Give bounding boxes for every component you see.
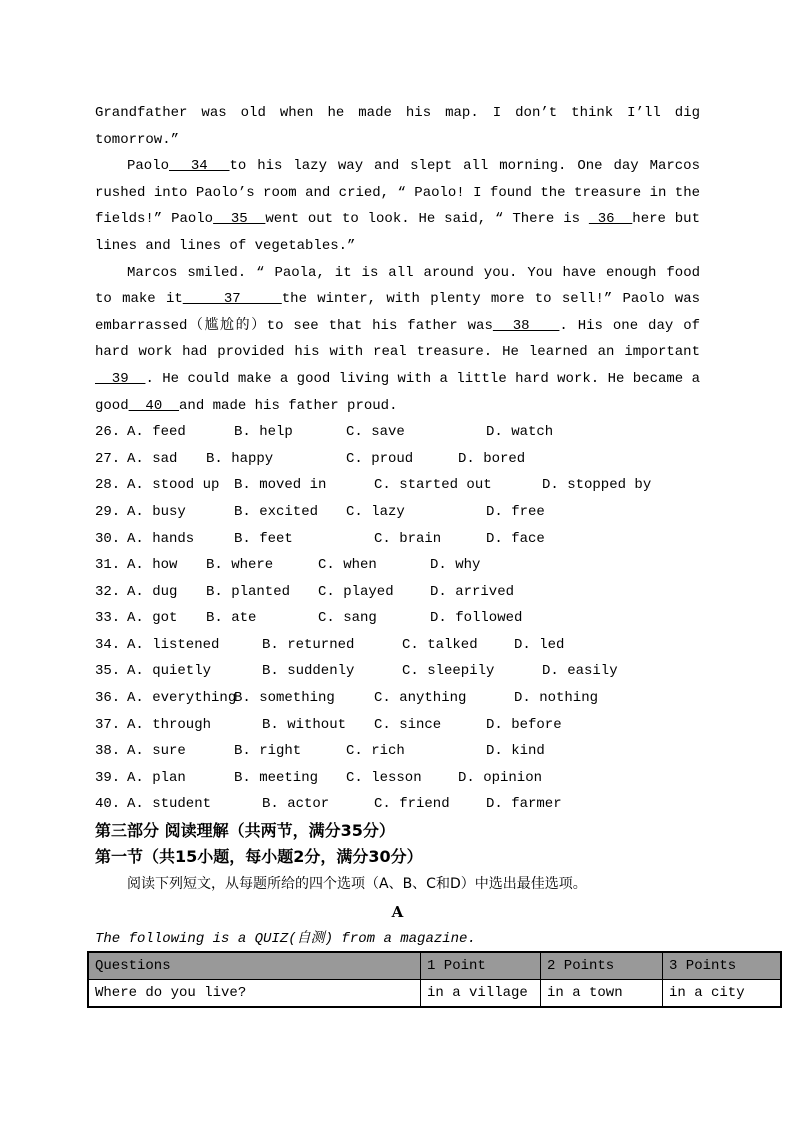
option-d: D. followed xyxy=(430,610,523,627)
paragraph-text: and made his father proud. xyxy=(179,397,398,414)
paragraph-text: here but lines and lines of vegetables.” xyxy=(95,211,700,254)
table-cell: in a city xyxy=(663,980,782,1008)
table-header: 1 Point xyxy=(421,952,541,980)
table-header: 2 Points xyxy=(541,952,663,980)
question-number: 38. xyxy=(95,743,121,760)
option-a: A. got xyxy=(127,610,178,627)
blank-35: 35 xyxy=(213,211,266,228)
option-row-27 xyxy=(95,446,700,473)
option-a: A. stood up xyxy=(127,477,220,494)
option-c: C. started out xyxy=(374,477,492,494)
option-d: D. why xyxy=(430,557,481,574)
option-b: B. something xyxy=(234,690,335,707)
option-a: A. sure xyxy=(127,743,186,760)
option-d: D. watch xyxy=(486,424,554,441)
option-a: A. listened xyxy=(127,636,220,653)
passage-intro: The following is a QUIZ(自测) from a magazine. xyxy=(95,931,476,948)
options-list xyxy=(95,419,700,818)
option-b: B. where xyxy=(206,557,274,574)
passage-letter: A xyxy=(391,903,404,922)
paragraph-2 xyxy=(95,153,700,259)
option-a: A. sad xyxy=(127,450,178,467)
question-number: 39. xyxy=(95,769,121,786)
option-d: D. stopped by xyxy=(542,477,652,494)
table-header-row xyxy=(88,952,781,980)
paragraph-text: Paolo xyxy=(127,158,170,175)
option-row-38 xyxy=(95,738,700,765)
table-row xyxy=(88,980,781,1008)
option-c: C. brain xyxy=(374,530,442,547)
option-b: B. right xyxy=(234,743,302,760)
option-a: A. plan xyxy=(127,769,186,786)
option-d: D. before xyxy=(486,716,562,733)
option-row-29 xyxy=(95,499,700,526)
question-number: 33. xyxy=(95,610,121,627)
option-b: B. without xyxy=(262,716,347,733)
document-page xyxy=(95,100,700,952)
quiz-table xyxy=(87,951,782,1008)
question-number: 35. xyxy=(95,663,121,680)
option-a: A. hands xyxy=(127,530,195,547)
option-a: A. through xyxy=(127,716,212,733)
paragraph-text: to his lazy way and slept all morning. One day Marcos rushed into Paolo’s room and cried, “ Paolo! I found the treasure in the fields!” Paolo xyxy=(95,158,700,228)
option-row-34 xyxy=(95,632,700,659)
option-c: C. sang xyxy=(318,610,377,627)
table-cell: in a village xyxy=(421,980,541,1008)
option-row-37 xyxy=(95,712,700,739)
table-cell: in a town xyxy=(541,980,663,1008)
option-d: D. easily xyxy=(542,663,618,680)
option-a: A. everything xyxy=(127,690,237,707)
blank-39: 39 xyxy=(95,370,146,387)
option-d: D. nothing xyxy=(514,690,599,707)
blank-34: 34 xyxy=(169,158,230,175)
option-d: D. arrived xyxy=(430,583,515,600)
question-number: 28. xyxy=(95,477,121,494)
question-number: 31. xyxy=(95,557,121,574)
paragraph-1 xyxy=(95,100,700,153)
question-number: 40. xyxy=(95,796,121,813)
question-number: 34. xyxy=(95,636,121,653)
option-a: A. how xyxy=(127,557,178,574)
question-number: 37. xyxy=(95,716,121,733)
option-b: B. feet xyxy=(234,530,293,547)
option-c: C. rich xyxy=(346,743,405,760)
blank-36: 36 xyxy=(588,211,633,228)
option-row-35 xyxy=(95,658,700,685)
option-b: B. returned xyxy=(262,636,355,653)
option-c: C. played xyxy=(318,583,394,600)
option-c: C. lesson xyxy=(346,769,422,786)
option-d: D. kind xyxy=(486,743,545,760)
paragraph-text: . He could make a good living with a little hard work. He became a good xyxy=(95,370,700,414)
option-row-32 xyxy=(95,579,700,606)
option-c: C. sleepily xyxy=(402,663,495,680)
option-d: D. led xyxy=(514,636,565,653)
option-row-40 xyxy=(95,791,700,818)
option-a: A. student xyxy=(127,796,212,813)
option-c: C. since xyxy=(374,716,442,733)
paragraph-text: Grandfather was old when he made his map. I don’t think I’ll dig tomorrow.” xyxy=(95,105,700,148)
option-d: D. face xyxy=(486,530,545,547)
option-b: B. ate xyxy=(206,610,257,627)
question-number: 30. xyxy=(95,530,121,547)
option-c: C. save xyxy=(346,424,405,441)
table-header: Questions xyxy=(88,952,421,980)
paragraph-text: . His one day of hard work had provided his with real treasure. He learned an important xyxy=(95,317,701,361)
instruction-text: 阅读下列短文，从每题所给的四个选项（A、B、C和D）中选出最佳选项。 xyxy=(127,876,587,893)
paragraph-text: went out to look. He said, “ There is xyxy=(265,211,589,228)
question-number: 29. xyxy=(95,503,121,520)
option-c: C. friend xyxy=(374,796,450,813)
option-d: D. bored xyxy=(458,450,526,467)
option-b: B. moved in xyxy=(234,477,327,494)
option-a: A. feed xyxy=(127,424,186,441)
option-b: B. suddenly xyxy=(262,663,355,680)
option-row-26 xyxy=(95,419,700,446)
blank-37: 37 xyxy=(182,291,282,308)
question-number: 27. xyxy=(95,450,121,467)
option-b: B. actor xyxy=(262,796,330,813)
question-number: 36. xyxy=(95,690,121,707)
option-d: D. free xyxy=(486,503,545,520)
question-number: 32. xyxy=(95,583,121,600)
option-b: B. happy xyxy=(206,450,274,467)
option-c: C. anything xyxy=(374,690,467,707)
section-heading: 第三部分 阅读理解（共两节，满分35分） xyxy=(95,821,395,841)
option-d: D. farmer xyxy=(486,796,562,813)
option-row-30 xyxy=(95,526,700,553)
option-b: B. help xyxy=(234,424,293,441)
option-b: B. meeting xyxy=(234,769,319,786)
option-d: D. opinion xyxy=(458,769,543,786)
option-a: A. busy xyxy=(127,503,186,520)
subsection-heading: 第一节（共15小题，每小题2分，满分30分） xyxy=(95,847,423,867)
paragraph-text: the winter, with plenty more to sell!” Paolo was embarrassed（尴尬的）to see that his father was xyxy=(95,291,701,334)
blank-38: 38 xyxy=(492,317,560,334)
paragraph-3 xyxy=(95,260,700,420)
table-header: 3 Points xyxy=(663,952,782,980)
option-c: C. when xyxy=(318,557,377,574)
option-b: B. planted xyxy=(206,583,291,600)
table-cell: Where do you live? xyxy=(88,980,421,1008)
option-row-28 xyxy=(95,472,700,499)
option-row-36 xyxy=(95,685,700,712)
option-a: A. quietly xyxy=(127,663,212,680)
option-a: A. dug xyxy=(127,583,178,600)
option-b: B. excited xyxy=(234,503,319,520)
option-c: C. talked xyxy=(402,636,478,653)
paragraph-text: Marcos smiled. “ Paola, it is all around you. You have enough food to make it xyxy=(95,264,700,308)
option-row-31 xyxy=(95,552,700,579)
blank-40: 40 xyxy=(128,397,180,414)
option-row-39 xyxy=(95,765,700,792)
option-row-33 xyxy=(95,605,700,632)
option-c: C. lazy xyxy=(346,503,405,520)
option-c: C. proud xyxy=(346,450,414,467)
question-number: 26. xyxy=(95,424,121,441)
